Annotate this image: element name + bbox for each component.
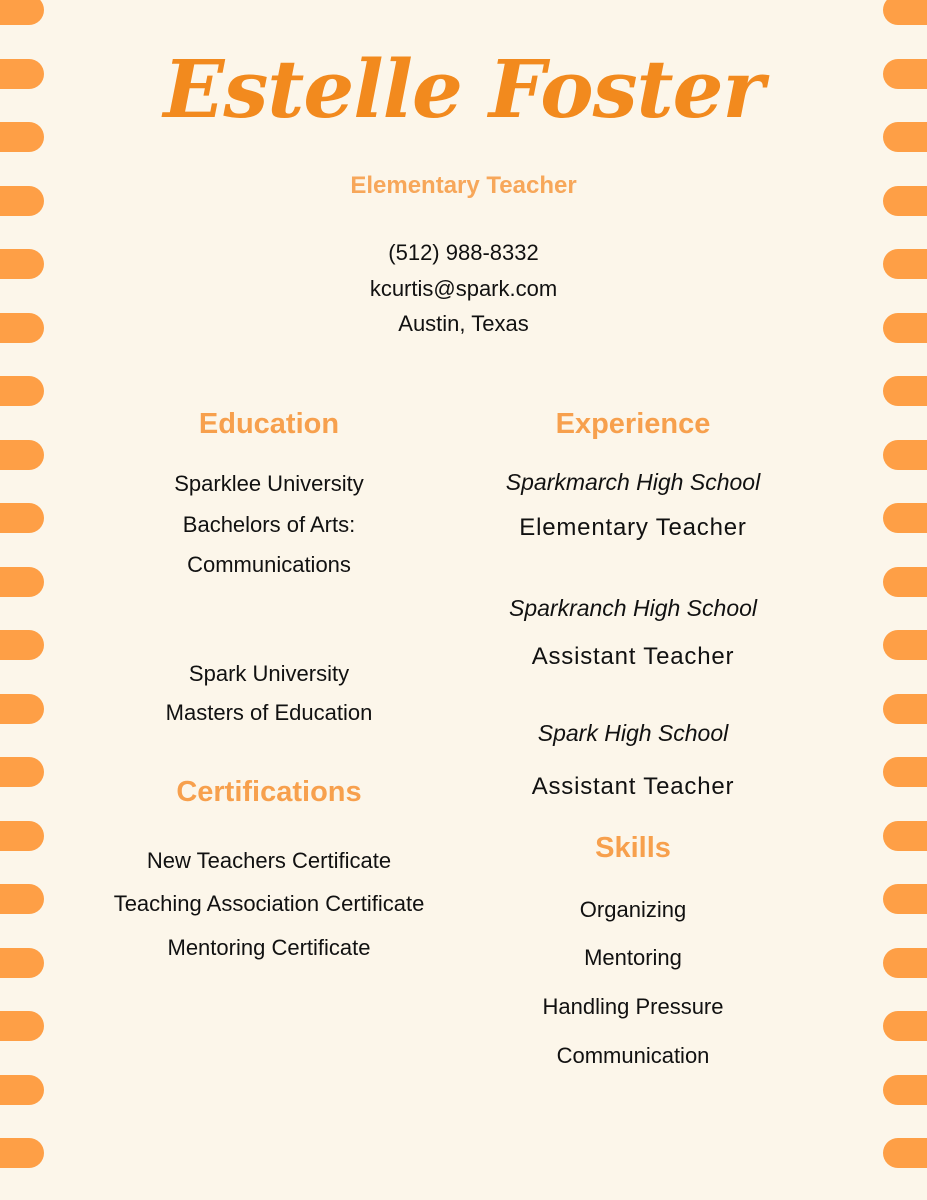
job-title: Elementary Teacher (350, 172, 577, 199)
border-tab (883, 567, 927, 597)
skill-item: Mentoring (584, 945, 682, 970)
border-tab (0, 694, 44, 724)
border-tab (883, 1138, 927, 1168)
border-tab (0, 821, 44, 851)
certification-item: Teaching Association Certificate (113, 891, 425, 916)
certification-item: Mentoring Certificate (167, 935, 371, 960)
border-tab (0, 630, 44, 660)
border-tab (883, 440, 927, 470)
border-tab (0, 503, 44, 533)
border-tab (883, 1075, 927, 1105)
certification-item: New Teachers Certificate (146, 848, 392, 873)
skills-heading: Skills (595, 832, 671, 864)
education-school-1: Sparklee University (174, 471, 364, 496)
border-tab (0, 440, 44, 470)
border-tab (0, 884, 44, 914)
border-tab (883, 757, 927, 787)
border-tab (0, 1138, 44, 1168)
email-address: kcurtis@spark.com (369, 275, 558, 301)
education-heading: Education (198, 408, 340, 440)
border-tab (883, 694, 927, 724)
border-tab (883, 948, 927, 978)
phone-number: (512) 988-8332 (388, 240, 539, 265)
border-tab (883, 821, 927, 851)
experience-school-1: Sparkmarch High School (505, 469, 761, 495)
education-degree-1-line2: Communications (187, 552, 351, 577)
certifications-heading: Certifications (176, 776, 362, 808)
education-school-2: Spark University (188, 661, 350, 686)
border-tab (883, 630, 927, 660)
experience-heading: Experience (555, 408, 711, 440)
location: Austin, Texas (398, 311, 529, 336)
experience-school-3: Spark High School (537, 720, 729, 746)
border-tab (0, 948, 44, 978)
skill-item: Communication (556, 1043, 710, 1068)
border-tab (883, 1011, 927, 1041)
border-tab (0, 567, 44, 597)
border-tab (883, 884, 927, 914)
experience-role-2: Assistant Teacher (531, 643, 735, 670)
border-tab (883, 376, 927, 406)
skill-item: Handling Pressure (542, 994, 724, 1019)
experience-role-1: Elementary Teacher (519, 514, 747, 541)
border-tab (0, 757, 44, 787)
contact-info (0, 235, 927, 342)
border-tab (0, 1011, 44, 1041)
border-tab (883, 0, 927, 25)
education-degree-2: Masters of Education (165, 700, 373, 725)
experience-role-3: Assistant Teacher (531, 773, 735, 800)
border-tab (0, 0, 44, 25)
skill-item: Organizing (579, 897, 687, 922)
education-degree-1-line1: Bachelors of Arts: (182, 512, 356, 537)
experience-school-2: Sparkranch High School (508, 595, 758, 621)
border-tab (0, 376, 44, 406)
candidate-name: Estelle Foster (163, 42, 764, 136)
border-tab (0, 1075, 44, 1105)
border-tab (883, 503, 927, 533)
